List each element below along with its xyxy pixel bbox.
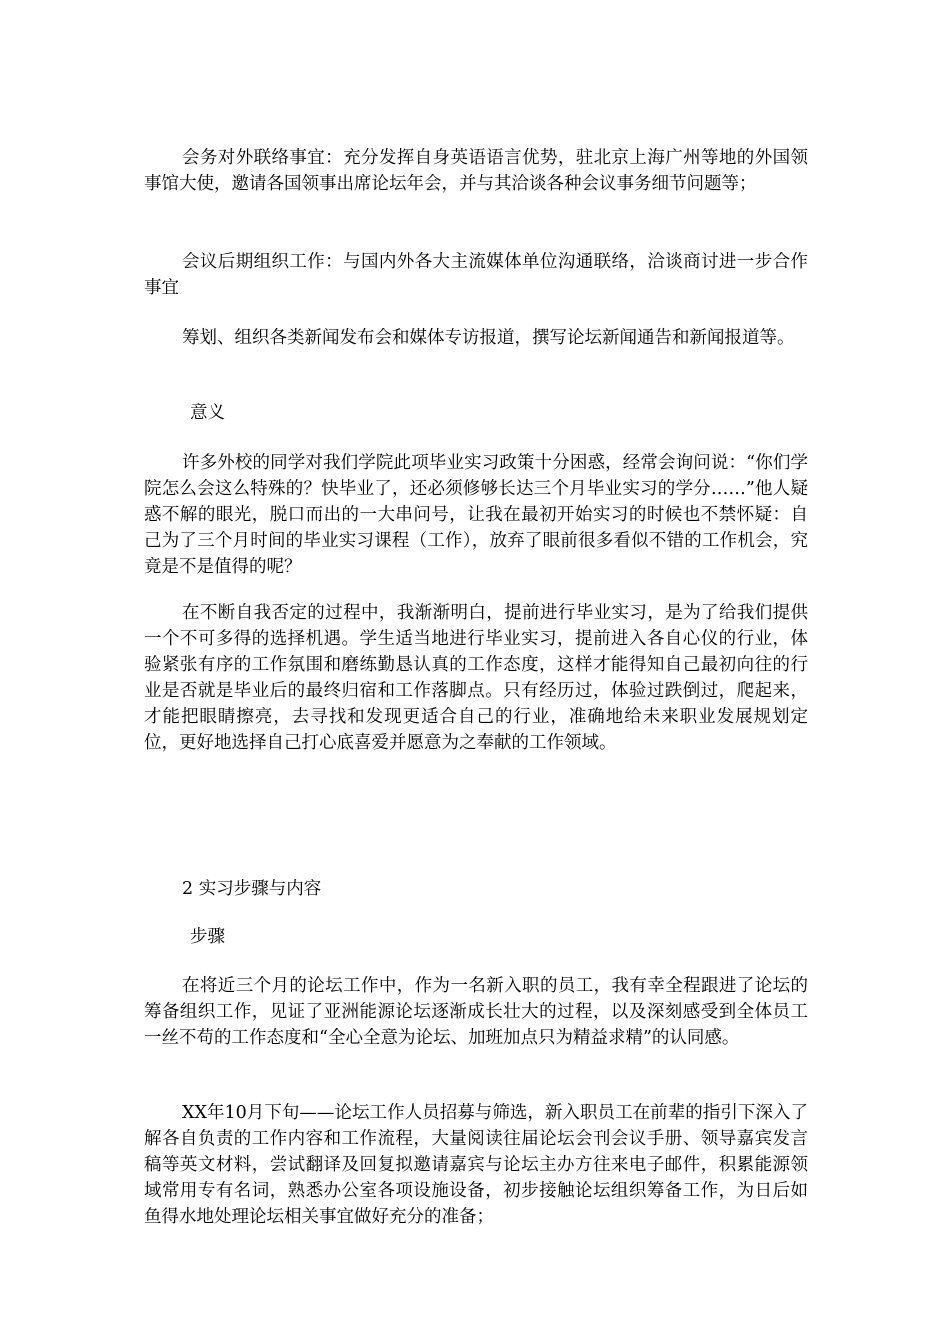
heading-meaning: 意义 [190, 403, 225, 423]
paragraph-realization: 在不断自我否定的过程中，我渐渐明白，提前进行毕业实习，是为了给我们提供一个不可多得的选择机遇。学生适当地进行毕业实习，提前进入各自心仪的行业，体验紧张有序的工作氛围和磨练勤恳认真的工作态度，这样才能得知自己最初向往的行业是否就是毕业后的最终归宿和工作落脚点。只有经历过，体验过跌倒过，爬起来，才能把眼睛擦亮，去寻找和发现更适合自己的行业，准确地给未来职业发展规划定位，更好地选择自己打心底喜爱并愿意为之奉献的工作领域。 [144, 603, 808, 753]
heading-section-2: 2 实习步骤与内容 [182, 879, 322, 899]
paragraph-post-meeting: 会议后期组织工作：与国内外各大主流媒体单位沟通联络，洽谈商讨进一步合作事宜 [144, 252, 808, 298]
paragraph-october: XX年10月下旬——论坛工作人员招募与筛选，新入职员工在前辈的指引下深入了解各自负责的工作内容和工作流程，大量阅读往届论坛会刊会议手册、领导嘉宾发言稿等英文材料，尝试翻译及回复拟邀请嘉宾与论坛主办方往来电子邮件，积累能源领域常用专有名词，熟悉办公室各项设施设备，初步接触论坛组织筹备工作，为日后如鱼得水地处理论坛相关事宜做好充分的准备； [144, 1103, 808, 1227]
paragraph-external-liaison: 会务对外联络事宜：充分发挥自身英语语言优势，驻北京上海广州等地的外国领事馆大使，邀请各国领事出席论坛年会，并与其洽谈各种会议事务细节问题等； [144, 148, 808, 194]
paragraph-forum-work: 在将近三个月的论坛工作中，作为一名新入职的员工，我有幸全程跟进了论坛的筹备组织工作，见证了亚洲能源论坛逐渐成长壮大的过程，以及深刻感受到全体员工一丝不苟的工作态度和“全心全意为论坛、加班加点只为精益求精”的认同感。 [144, 976, 808, 1048]
paragraph-doubts: 许多外校的同学对我们学院此项毕业实习政策十分困惑，经常会询问说：“你们学院怎么会这么特殊的？快毕业了，还必须修够长达三个月毕业实习的学分……”他人疑惑不解的眼光，脱口而出的一大串问号，让我在最初开始实习的时候也不禁怀疑：自己为了三个月时间的毕业实习课程（工作），放弃了眼前很多看似不错的工作机会，究竟是不是值得的呢？ [144, 453, 808, 577]
paragraph-press-conference: 筹划、组织各类新闻发布会和媒体专访报道，撰写论坛新闻通告和新闻报道等。 [182, 328, 795, 348]
heading-steps: 步骤 [190, 927, 225, 947]
